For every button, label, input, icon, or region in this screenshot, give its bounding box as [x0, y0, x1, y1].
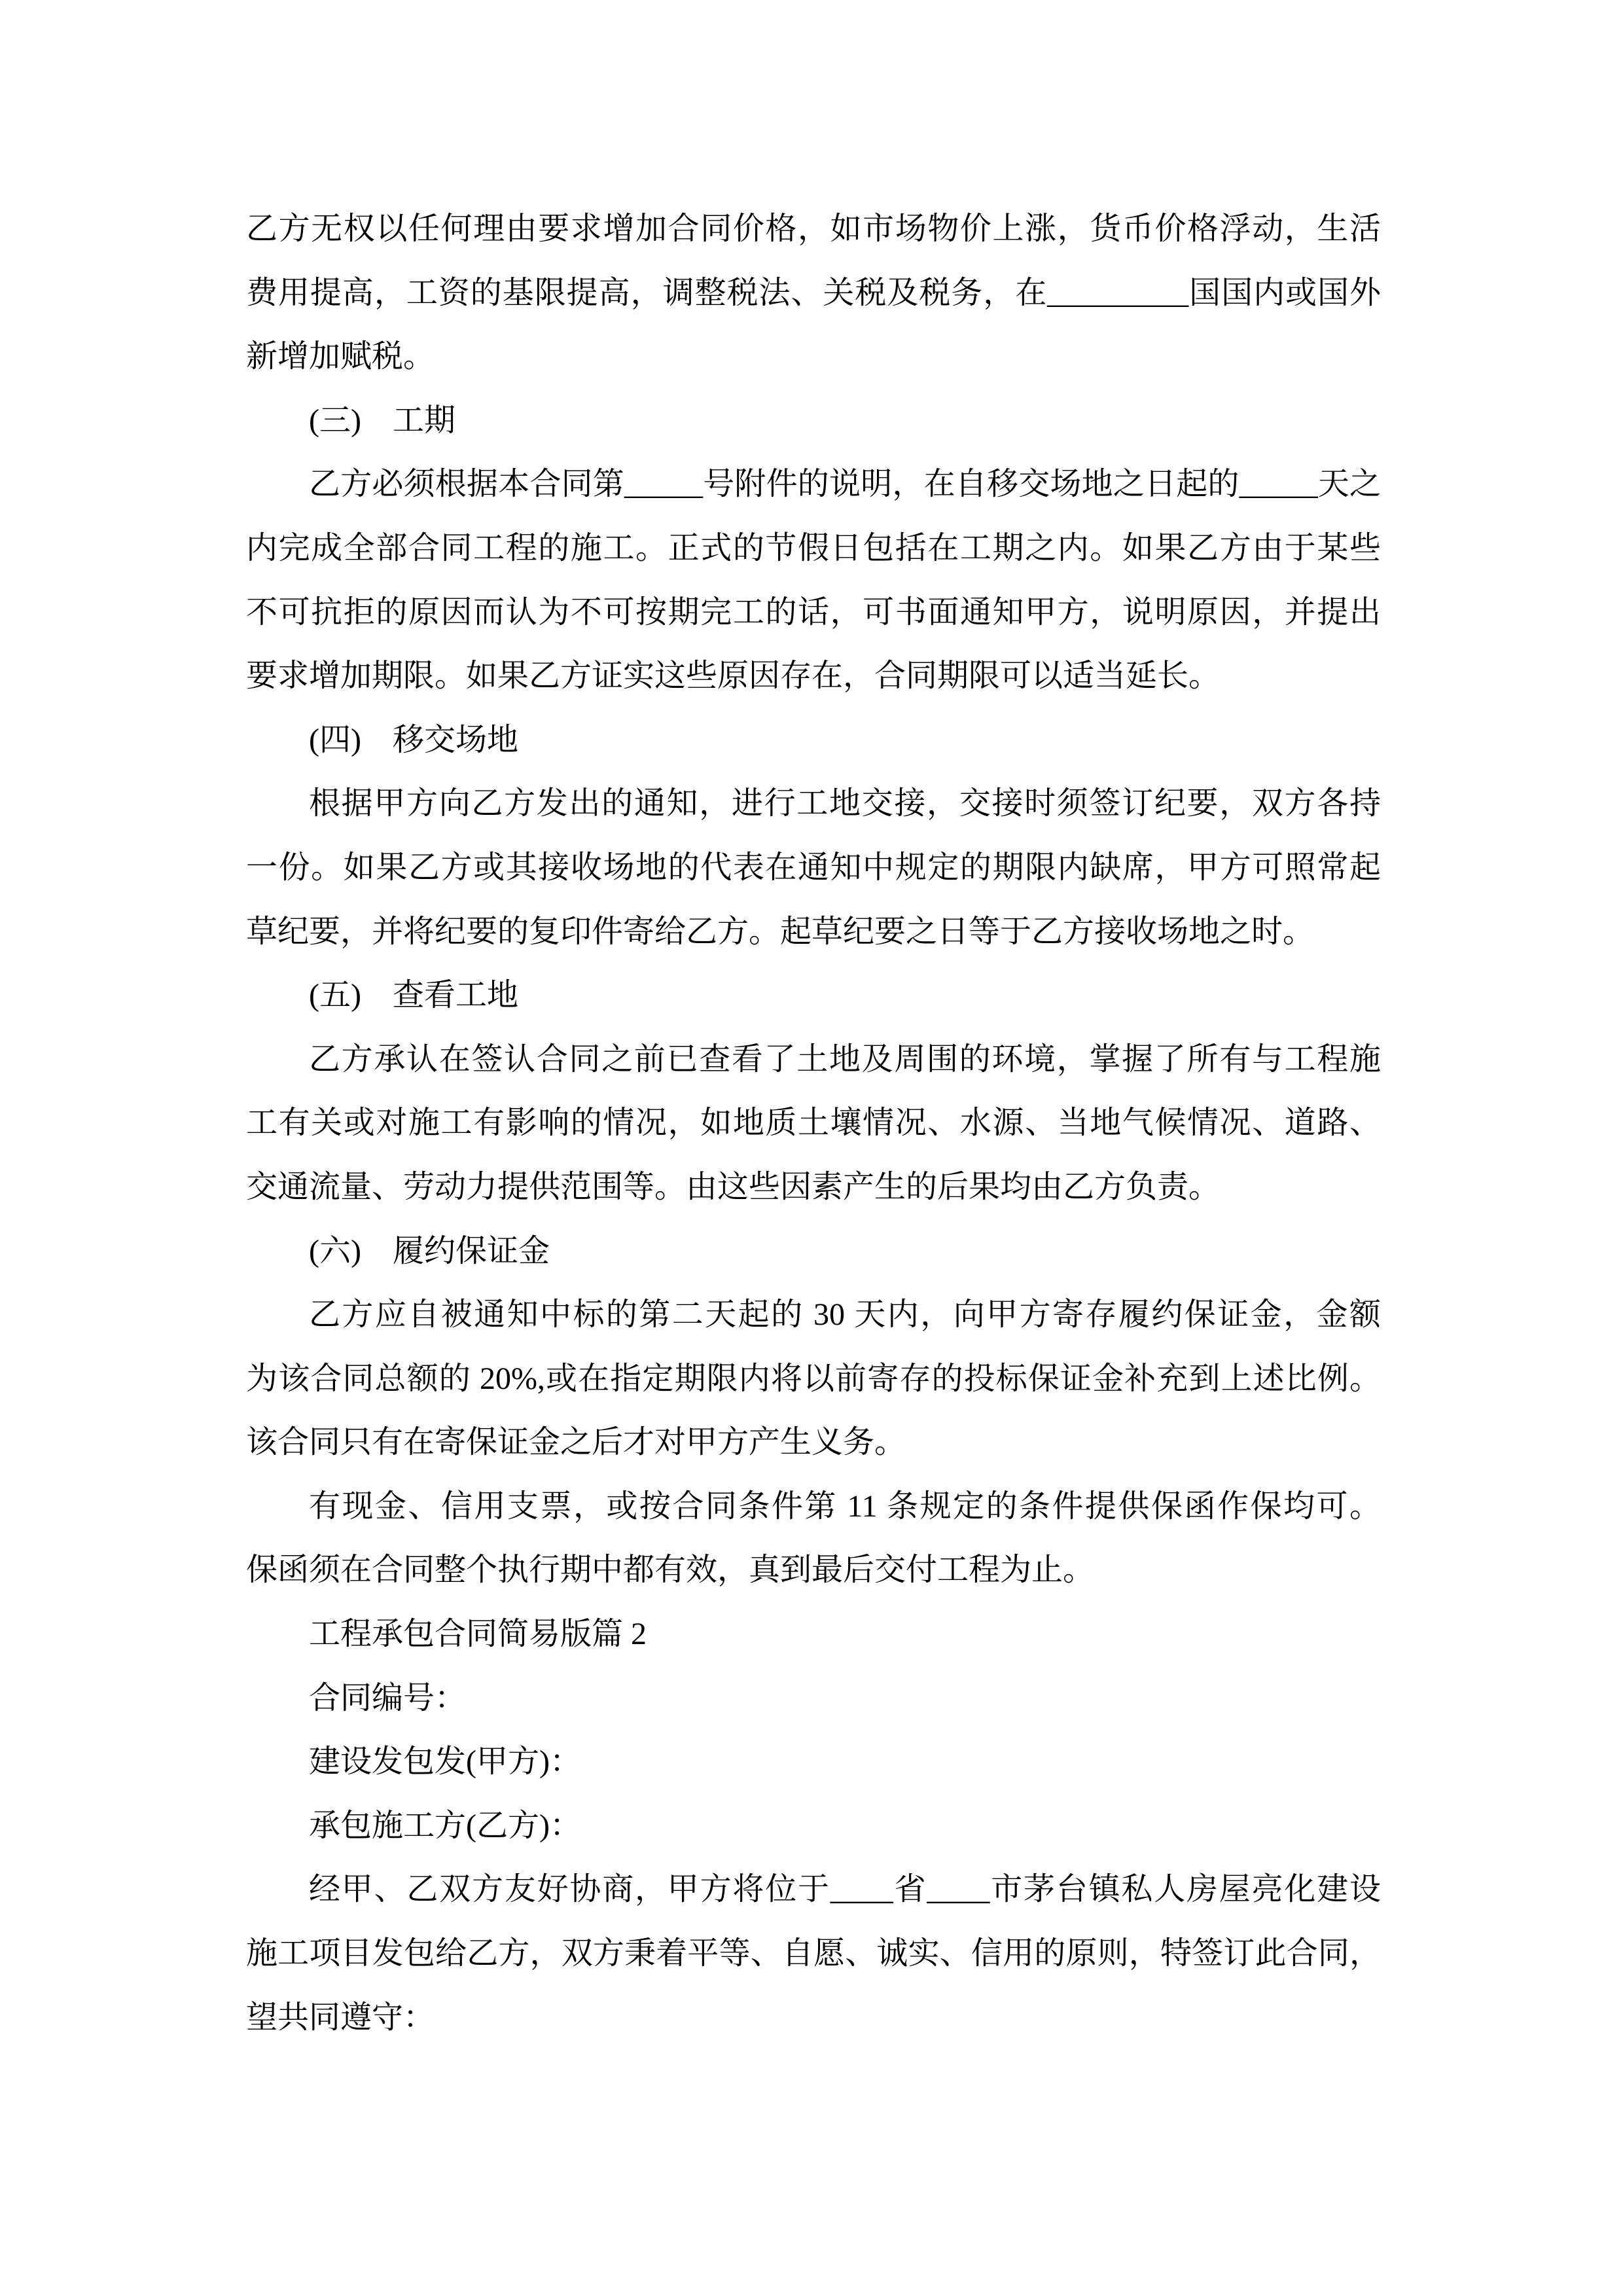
field-label: 承包施工方(乙方)： — [309, 1808, 581, 1843]
paragraph-line: 乙方应自被通知中标的第二天起的 30 天内，向甲方寄存履约保证金，金额 — [309, 1297, 1381, 1333]
paragraph-line: 费用提高，工资的基限提高，调整税法、关税及税务，在_________国国内或国外 — [246, 275, 1381, 310]
paragraph-line: 经甲、乙双方友好协商，甲方将位于____省____市茅台镇私人房屋亮化建设 — [309, 1872, 1381, 1907]
section-heading: (四) 移交场地 — [309, 722, 518, 757]
paragraph-line: 望共同遵守： — [246, 2000, 435, 2035]
paragraph-line: 一份。如果乙方或其接收场地的代表在通知中规定的期限内缺席，甲方可照常起 — [246, 850, 1381, 885]
paragraph-line: 草纪要，并将纪要的复印件寄给乙方。起草纪要之日等于乙方接收场地之时。 — [246, 914, 1315, 949]
paragraph-line: 交通流量、劳动力提供范围等。由这些因素产生的后果均由乙方负责。 — [246, 1169, 1221, 1204]
section-heading: (三) 工期 — [309, 403, 455, 438]
paragraph-line: 乙方必须根据本合同第_____号附件的说明，在自移交场地之日起的_____天之 — [309, 467, 1381, 502]
paragraph-line: 乙方无权以任何理由要求增加合同价格，如市场物价上涨，货币价格浮动，生活 — [246, 211, 1381, 246]
paragraph-line: 要求增加期限。如果乙方证实这些原因存在，合同期限可以适当延长。 — [246, 658, 1221, 694]
section-heading: (六) 履约保证金 — [309, 1233, 550, 1268]
field-label: 合同编号： — [309, 1680, 467, 1715]
contract-body — [246, 197, 1381, 2049]
paragraph-line: 施工项目发包给乙方，双方秉着平等、自愿、诚实、信用的原则，特签订此合同， — [246, 1936, 1381, 1971]
paragraph-line: 工有关或对施工有影响的情况，如地质土壤情况、水源、当地气候情况、道路、 — [246, 1105, 1381, 1141]
section-heading: (五) 查看工地 — [309, 978, 518, 1013]
paragraph-line: 内完成全部合同工程的施工。正式的节假日包括在工期之内。如果乙方由于某些 — [246, 530, 1381, 565]
paragraph-line: 根据甲方向乙方发出的通知，进行工地交接，交接时须签订纪要，双方各持 — [309, 786, 1381, 821]
paragraph-line: 不可抗拒的原因而认为不可按期完工的话，可书面通知甲方，说明原因，并提出 — [246, 594, 1381, 630]
field-label: 建设发包发(甲方)： — [309, 1744, 581, 1780]
paragraph-line: 该合同只有在寄保证金之后才对甲方产生义务。 — [246, 1425, 906, 1460]
paragraph-line: 为该合同总额的 20%,或在指定期限内将以前寄存的投标保证金补充到上述比例。 — [246, 1361, 1381, 1396]
paragraph-line: 新增加赋税。 — [246, 339, 435, 374]
section-title: 工程承包合同简易版篇 2 — [309, 1617, 647, 1652]
paragraph-line: 有现金、信用支票，或按合同条件第 11 条规定的条件提供保函作保均可。 — [309, 1488, 1381, 1524]
paragraph-line: 保函须在合同整个执行期中都有效，真到最后交付工程为止。 — [246, 1552, 1095, 1588]
paragraph-line: 乙方承认在签认合同之前已查看了土地及周围的环境，掌握了所有与工程施 — [309, 1041, 1381, 1077]
